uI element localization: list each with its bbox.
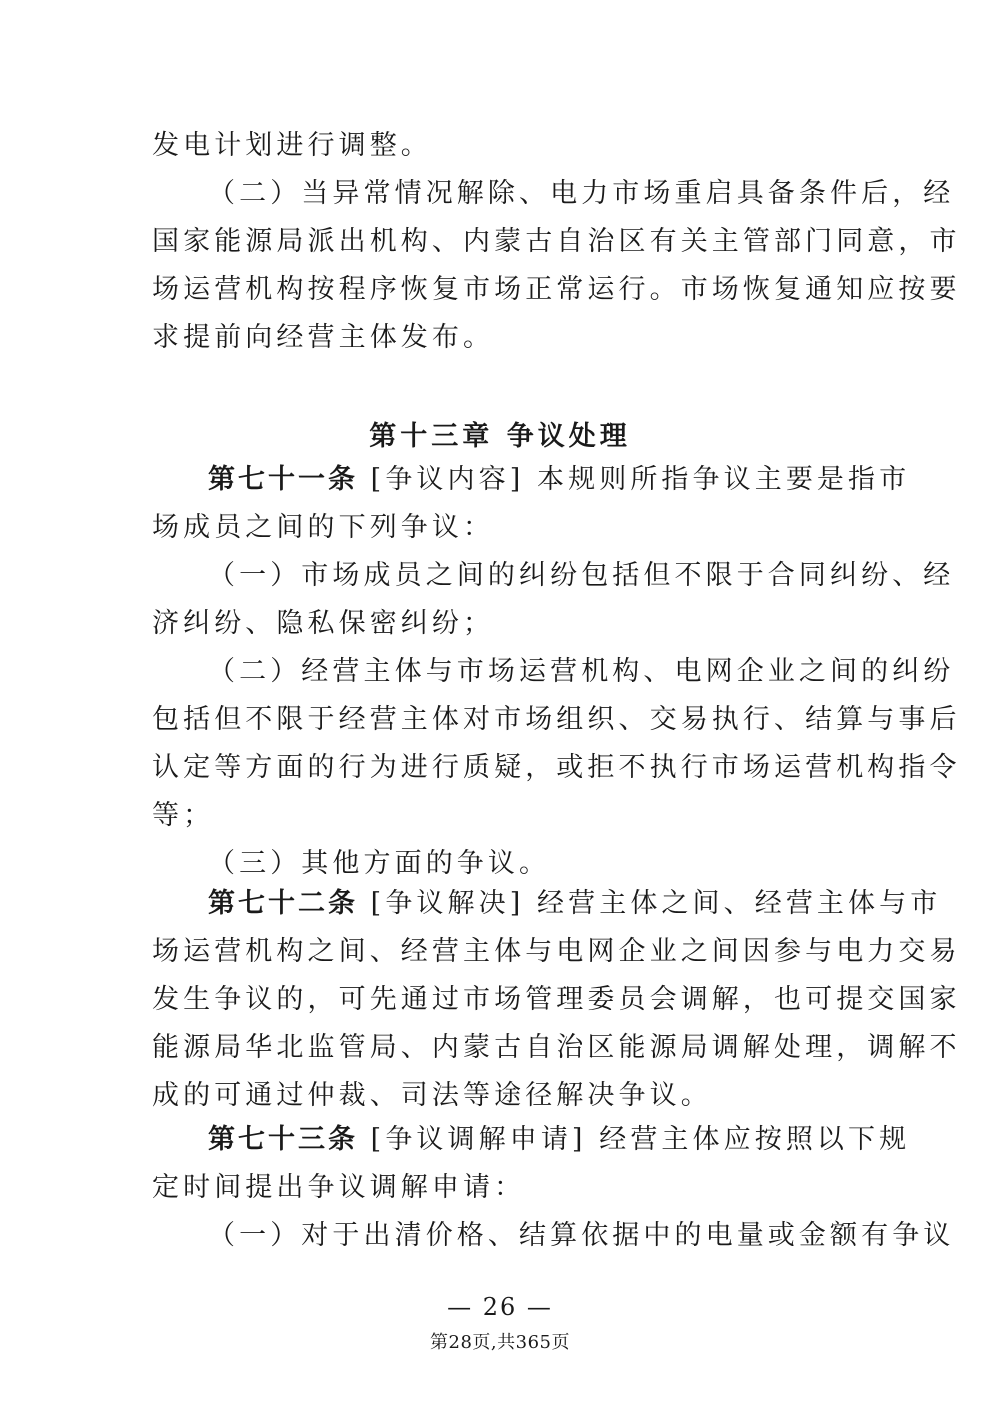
text-line: 求提前向经营主体发布。 [152, 322, 495, 353]
text-line: （一）对于出清价格、结算依据中的电量或金额有争议 [208, 1220, 955, 1251]
article-71 [152, 456, 961, 888]
text-line: 定时间提出争议调解申请： [152, 1172, 526, 1203]
article-heading: 第七十三条 [208, 1124, 358, 1155]
article-text: [争议内容] 本规则所指争议主要是指市 [358, 464, 911, 495]
text-line: 等； [152, 800, 215, 831]
article-73 [152, 1116, 955, 1260]
page-number: — 26 — [447, 1293, 553, 1321]
text-line: 认定等方面的行为进行质疑，或拒不执行市场运营机构指令 [152, 752, 961, 783]
article-heading: 第七十一条 [208, 464, 358, 495]
text-line [152, 880, 942, 928]
text-line: 场运营机构之间、经营主体与电网企业之间因参与电力交易 [152, 936, 961, 967]
article-text: [争议解决] 经营主体之间、经营主体与市 [358, 888, 942, 919]
text-line: 场运营机构按程序恢复市场正常运行。市场恢复通知应按要 [152, 274, 961, 305]
text-line: （一）市场成员之间的纠纷包括但不限于合同纠纷、经 [208, 560, 955, 591]
text-line: 包括但不限于经营主体对市场组织、交易执行、结算与事后 [152, 704, 961, 735]
text-line: （二）经营主体与市场运营机构、电网企业之间的纠纷 [208, 656, 955, 687]
text-line [152, 1116, 911, 1164]
paragraph-market-restart [152, 122, 961, 362]
text-line: （三）其他方面的争议。 [208, 848, 551, 879]
text-line: （二）当异常情况解除、电力市场重启具备条件后，经 [208, 178, 955, 209]
text-line: 发生争议的，可先通过市场管理委员会调解，也可提交国家 [152, 984, 961, 1015]
article-heading: 第七十二条 [208, 888, 358, 919]
page-count: 第28页,共365页 [430, 1332, 570, 1353]
article-72 [152, 880, 961, 1120]
text-line [152, 456, 911, 504]
text-line: 能源局华北监管局、内蒙古自治区能源局调解处理，调解不 [152, 1032, 961, 1063]
text-line: 发电计划进行调整。 [152, 130, 432, 161]
article-text: [争议调解申请] 经营主体应按照以下规 [358, 1124, 911, 1155]
text-line: 成的可通过仲裁、司法等途径解决争议。 [152, 1080, 712, 1111]
text-line: 国家能源局派出机构、内蒙古自治区有关主管部门同意，市 [152, 226, 961, 257]
text-line: 济纠纷、隐私保密纠纷； [152, 608, 495, 639]
chapter-title: 第十三章 争议处理 [369, 421, 631, 452]
text-line: 场成员之间的下列争议： [152, 512, 495, 543]
